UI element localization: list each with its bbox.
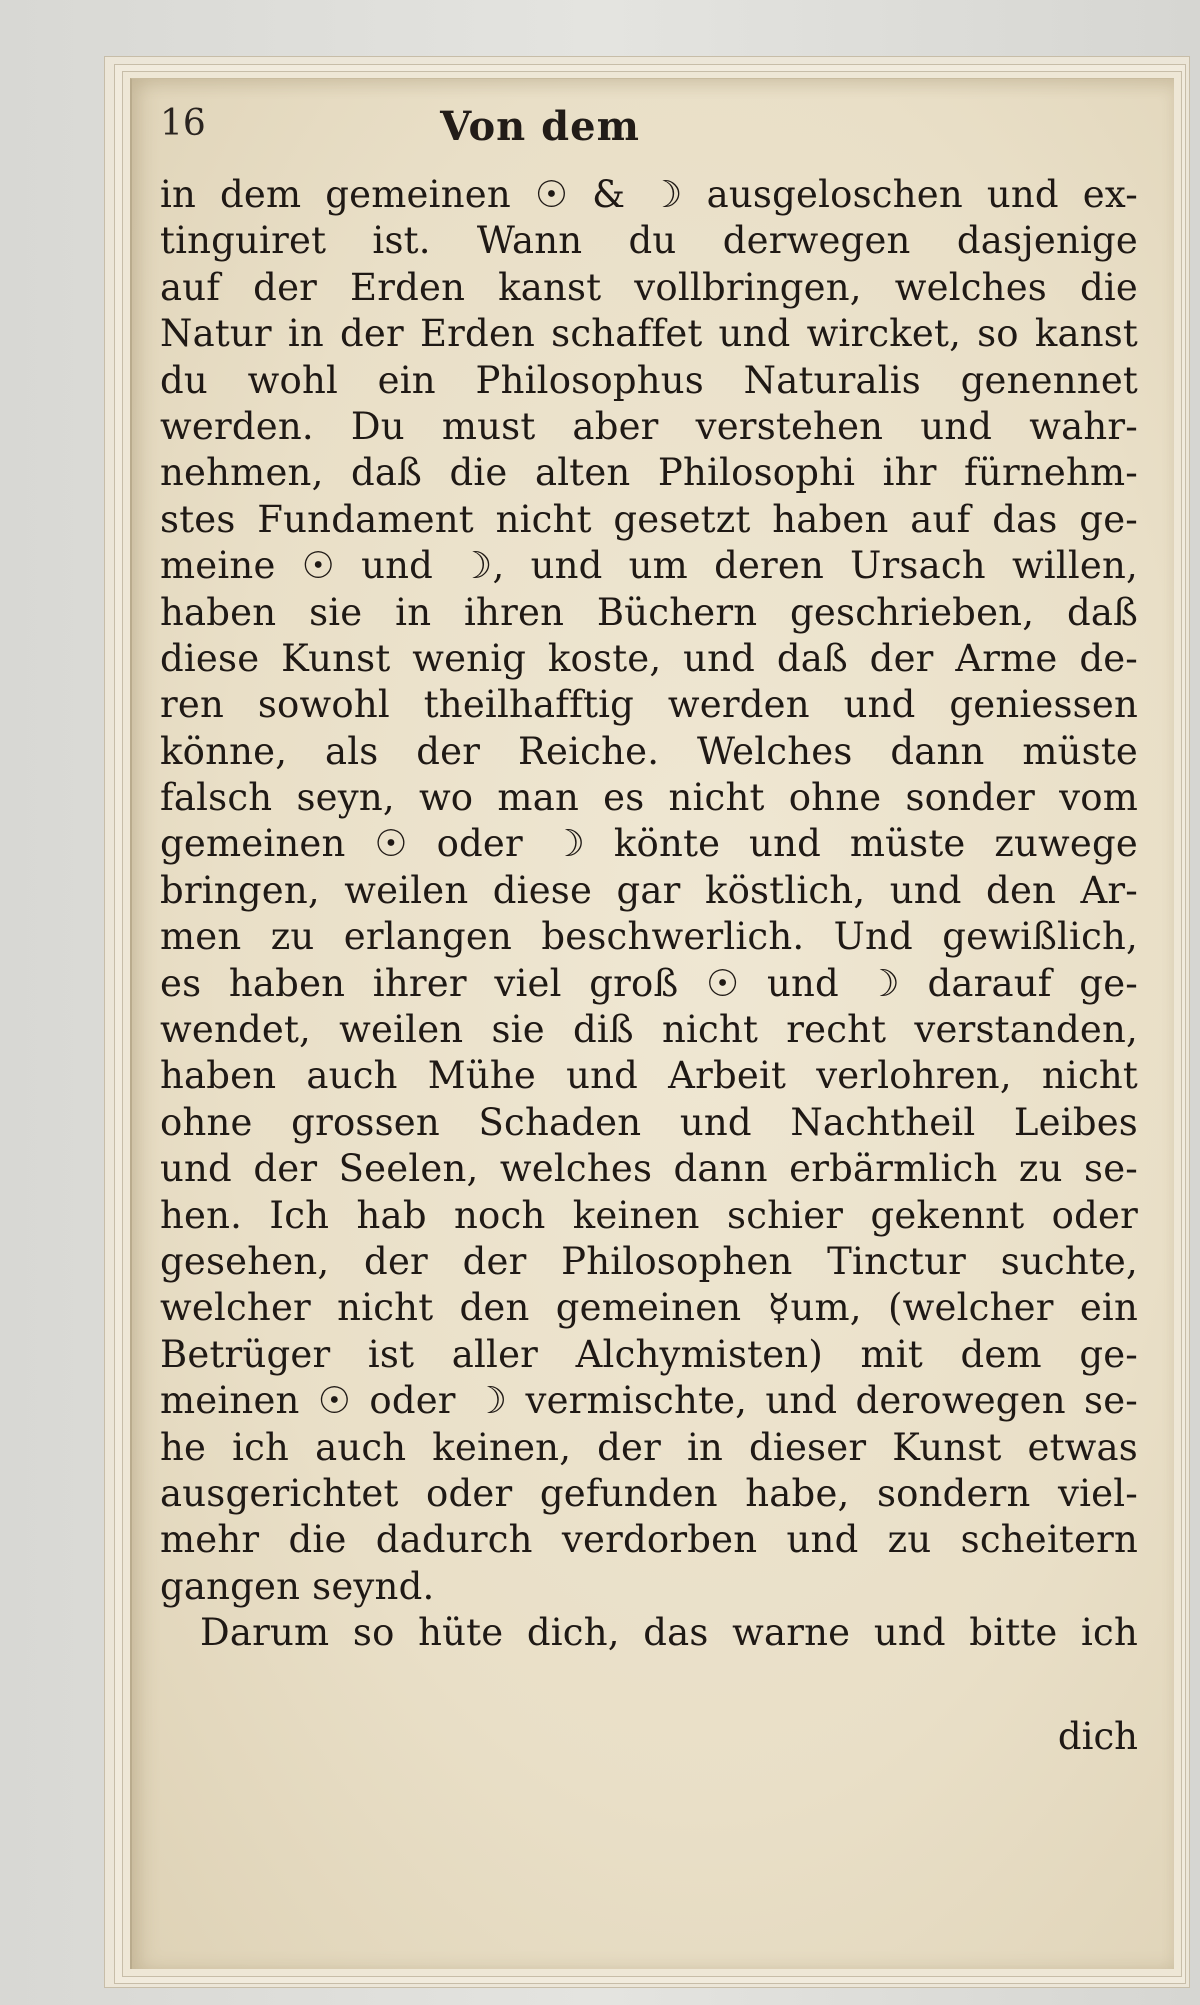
running-title: Von dem	[440, 103, 640, 150]
catchword: dich	[1057, 1715, 1138, 1758]
text-line: haben auch Mühe und Arbeit verlohren, nicht	[160, 1054, 1138, 1098]
text-line: meine ☉ und ☽, und um deren Ursach willen,	[160, 544, 1138, 588]
paragraph-end-line: gangen seynd.	[160, 1564, 435, 1608]
text-line: Natur in der Erden schaffet und wircket, so kanst	[160, 312, 1138, 356]
text-line: werden. Du must aber verstehen und wahr-	[160, 404, 1138, 448]
text-line: und der Seelen, welches dann erbärmlich zu se-	[160, 1147, 1138, 1191]
text-line: wendet, weilen sie diß nicht recht verstanden,	[160, 1008, 1138, 1052]
text-line: diese Kunst wenig koste, und daß der Arme de-	[160, 636, 1138, 680]
text-line: falsch seyn, wo man es nicht ohne sonder vom	[160, 776, 1138, 820]
text-line: stes Fundament nicht gesetzt haben auf das ge-	[160, 497, 1138, 541]
text-line: es haben ihrer viel groß ☉ und ☽ darauf ge-	[160, 961, 1138, 1005]
text-line: bringen, weilen diese gar köstlich, und den Ar-	[160, 868, 1138, 912]
text-line: haben sie in ihren Büchern geschrieben, daß	[160, 590, 1138, 634]
text-line: mehr die dadurch verdorben und zu scheitern	[160, 1518, 1138, 1562]
page-number: 16	[160, 103, 206, 144]
text-line: gemeinen ☉ oder ☽ könte und müste zuwege	[160, 822, 1138, 866]
text-line: he ich auch keinen, der in dieser Kunst etwas	[160, 1425, 1138, 1469]
body-text	[160, 172, 1138, 1657]
text-line: men zu erlangen beschwerlich. Und gewißlich,	[160, 915, 1138, 959]
text-line: hen. Ich hab noch keinen schier gekennt oder	[160, 1193, 1138, 1237]
text-line: du wohl ein Philosophus Naturalis genennet	[160, 358, 1138, 402]
text-line: könne, als der Reiche. Welches dann müste	[160, 729, 1138, 773]
text-line: Betrüger ist aller Alchymisten) mit dem ge-	[160, 1332, 1138, 1376]
text-line: nehmen, daß die alten Philosophi ihr fürnehm-	[160, 451, 1138, 495]
text-line: meinen ☉ oder ☽ vermischte, und derowegen se-	[160, 1379, 1138, 1423]
text-line: auf der Erden kanst vollbringen, welches die	[160, 265, 1138, 309]
text-line: ohne grossen Schaden und Nachtheil Leibes	[160, 1100, 1138, 1144]
text-line: welcher nicht den gemeinen ☿um, (welcher ein	[160, 1286, 1138, 1330]
text-line: tinguiret ist. Wann du derwegen dasjenige	[160, 219, 1138, 263]
running-head	[160, 103, 920, 163]
text-line: in dem gemeinen ☉ & ☽ ausgeloschen und ex-	[160, 173, 1138, 216]
text-line: ren sowohl theilhafftig werden und geniessen	[160, 683, 1138, 727]
paragraph-start-line: Darum so hüte dich, das warne und bitte ich	[200, 1611, 1138, 1655]
text-line: ausgerichtet oder gefunden habe, sondern viel-	[160, 1471, 1138, 1515]
text-line: gesehen, der der Philosophen Tinctur suchte,	[160, 1239, 1138, 1283]
